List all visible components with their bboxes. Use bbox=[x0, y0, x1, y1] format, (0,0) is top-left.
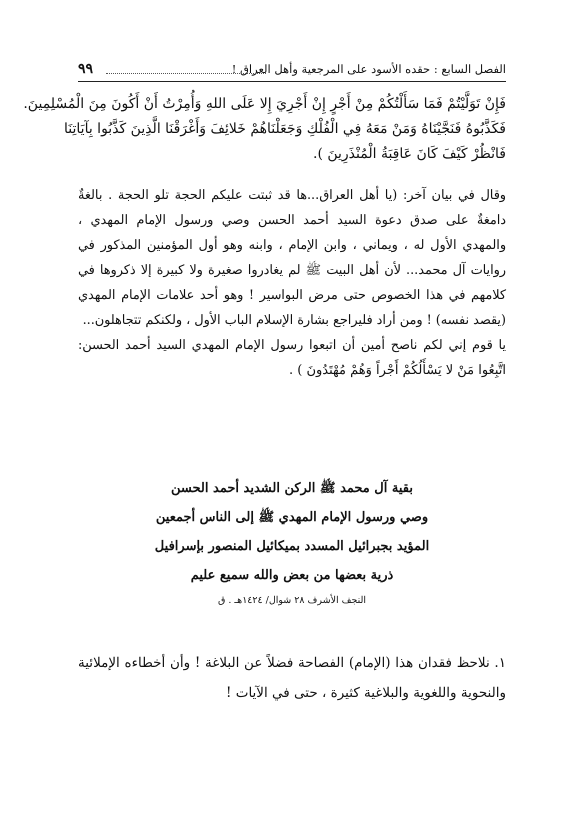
quran-verse-line: فَإِنْ تَوَلَّيْتُمْ فَمَا سَأَلْتُكُمْ مِنْ أَجْرٍ إِنْ أَجْرِيَ إِلا عَلَى اللهِ وَأُمِرْتُ أَنْ أَكُونَ مِنَ الْمُسْلِمِينَ. bbox=[23, 96, 506, 112]
footnote: ١. نلاحظ فقدان هذا (الإمام) الفصاحة فضلاً عن البلاغة ! وأن أخطاءه الإملائية والنحوية واللغوية والبلاغية كثيرة ، حتى في الآيات ! bbox=[78, 655, 506, 701]
main-text bbox=[23, 92, 506, 383]
header-dotted-leader bbox=[106, 73, 266, 74]
paragraph-text: يا قوم إني لكم ناصح أمين أن اتبعوا رسول الإمام المهدي السيد أحمد الحسن: bbox=[78, 338, 506, 353]
signature-block bbox=[78, 474, 506, 612]
signature-date: النجف الأشرف ٢٨ شوال/ ١٤٢٤هـ . ق bbox=[217, 595, 367, 606]
header-rule bbox=[78, 81, 506, 82]
page-number: ٩٩ bbox=[78, 61, 94, 77]
running-header bbox=[78, 58, 506, 80]
signature-line: وصي ورسول الإمام المهدي ﷺ إلى الناس أجمعين bbox=[155, 510, 429, 525]
quran-verse-line: فَكَذَّبُوهُ فَنَجَّيْنَاهُ وَمَنْ مَعَهُ فِي الْفُلْكِ وَجَعَلْنَاهُمْ خَلائِفَ وَأَغْرَقْنَا الَّذِينَ كَذَّبُوا بِآيَاتِنَا bbox=[64, 121, 506, 137]
signature-line: المؤيد بجبرائيل المسدد بميكائيل المنصور بإسرافيل bbox=[154, 539, 430, 554]
paragraph-text: وقال في بيان آخر: (يا أهل العراق...ها قد ثبتت عليكم الحجة تلو الحجة . بالغةٌ دامغةٌ على صدق دعوة السيد أحمد الحسن وصي ورسول الإمام المهدي ، والمهدي الأول له ، ويماني ، وابن الإمام ، وابنه وهو أول المؤمنين المذكور في روايات آل محمد... لأن أهل البيت ﷺ لم يغادروا صغيرة ولا كبيرة إلا ذكروها في كلامهم في هذا الخصوص حتى مرض البواسير ! وهو أحد علامات الإمام المهدي (يقصد نفسه) ! ومن أراد فليراجع بشارة الإسلام الباب الأول ، ولكنكم تتجاهلون... bbox=[78, 188, 506, 328]
body-paragraph bbox=[78, 183, 506, 383]
signature-line: بقية آل محمد ﷺ الركن الشديد أحمد الحسن bbox=[171, 481, 413, 496]
signature-line: ذرية بعضها من بعض والله سميع عليم bbox=[190, 568, 394, 583]
chapter-title: الفصل السابع : حقده الأسود على المرجعية وأهل العراق ! bbox=[231, 62, 506, 76]
quran-quote: اتَّبِعُوا مَنْ لا يَسْأَلُكُمْ أَجْراً وَهُمْ مُهْتَدُونَ ) . bbox=[288, 363, 506, 378]
quran-verse-line: فَانْظُرْ كَيْفَ كَانَ عَاقِبَةُ الْمُنْذَرِينَ ). bbox=[313, 146, 506, 162]
